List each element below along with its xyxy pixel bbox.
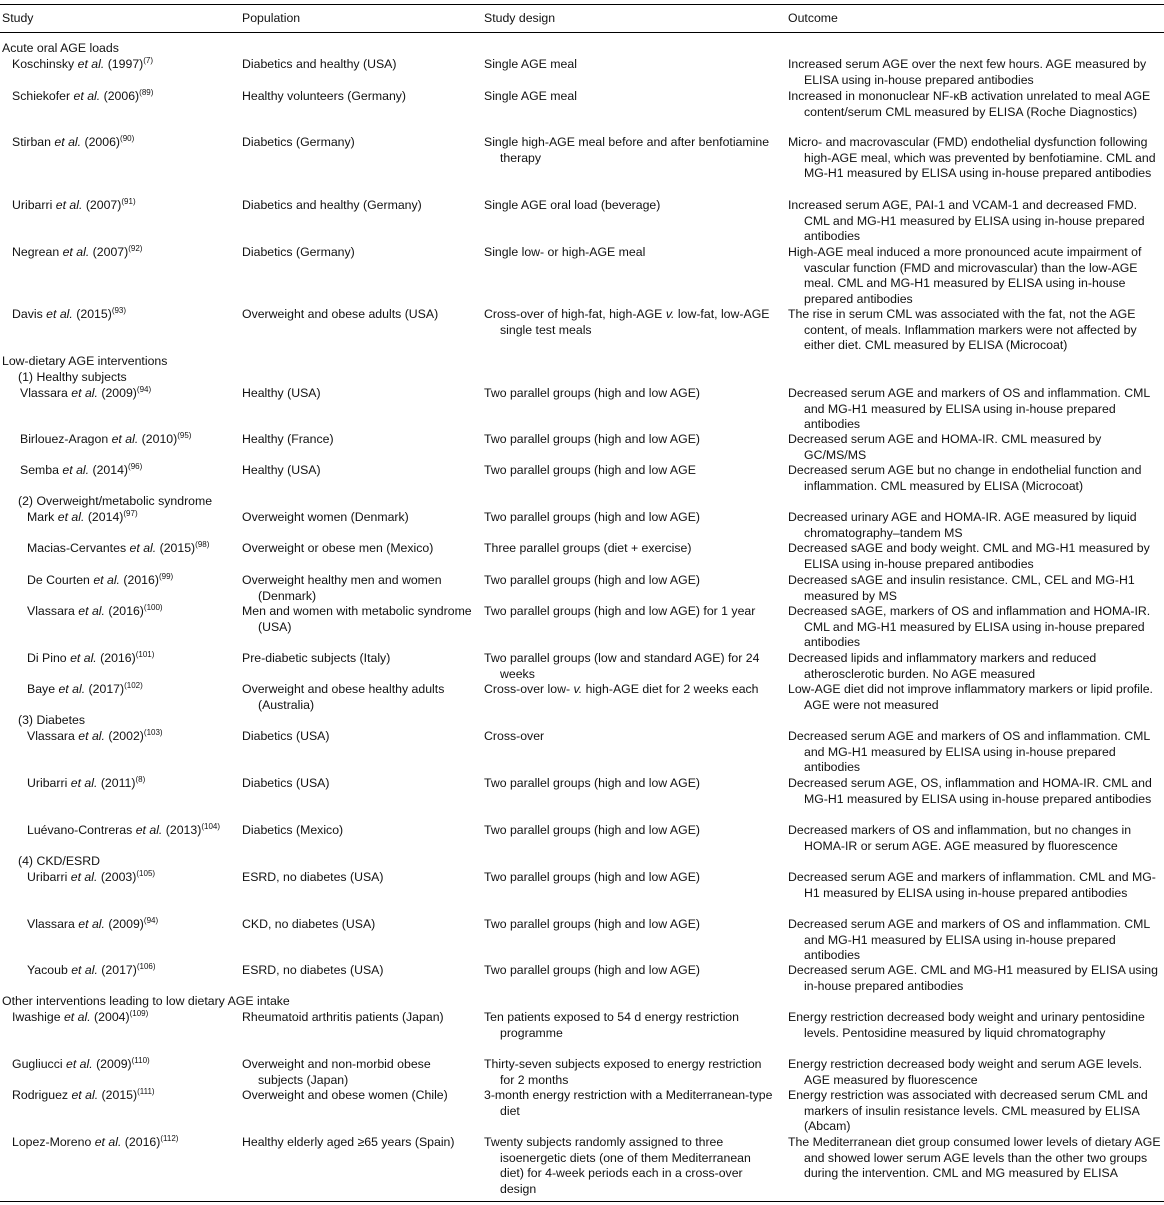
- subsection-healthy: (1) Healthy subjects: [18, 370, 127, 384]
- design-cell: Two parallel groups (low and standard AGE) for 24 weeks: [484, 651, 760, 681]
- design-cell: Two parallel groups (high and low AGE): [484, 963, 700, 977]
- design-cell: Two parallel groups (high and low AGE) for 1 year: [484, 604, 756, 618]
- design-cell: Two parallel groups (high and low AGE): [484, 776, 700, 790]
- study-author: Uribarri: [27, 776, 71, 790]
- study-cell: [12, 245, 237, 261]
- study-reference: (92): [128, 244, 143, 253]
- study-year: (2014): [89, 463, 129, 477]
- study-author: Macias-Cervantes: [27, 541, 130, 555]
- study-author: Birlouez-Aragon: [20, 432, 112, 446]
- study-year: (2002): [104, 729, 144, 743]
- outcome-cell: Energy restriction decreased body weight and urinary pentosidine levels. Pentosidine measured by liquid chromatography: [788, 1010, 1145, 1040]
- study-cell: [27, 823, 235, 839]
- population-cell: Overweight and obese adults (USA): [242, 307, 439, 321]
- study-year: (2006): [81, 135, 121, 149]
- study-author: Semba: [20, 463, 63, 477]
- study-reference: (95): [177, 431, 192, 440]
- study-reference: (94): [136, 385, 152, 394]
- bottom-rule: [0, 1201, 1164, 1202]
- population-cell: Overweight or obese men (Mexico): [242, 541, 434, 555]
- study-et-al: et al.: [71, 1088, 99, 1102]
- study-cell: [27, 776, 235, 792]
- study-et-al: et al.: [73, 89, 101, 103]
- section-other: Other interventions leading to low dietary AGE intake: [2, 994, 290, 1008]
- study-et-al: et al.: [71, 963, 98, 977]
- population-cell: ESRD, no diabetes (USA): [242, 963, 384, 977]
- subsection-ckd: (4) CKD/ESRD: [18, 854, 100, 868]
- study-author: Vlassara: [27, 917, 79, 931]
- study-author: Koschinsky: [12, 57, 78, 71]
- study-author: Negrean: [12, 245, 63, 259]
- design-cell: Thirty-seven subjects exposed to energy restriction for 2 months: [484, 1057, 762, 1087]
- population-cell: Diabetics and healthy (Germany): [242, 198, 422, 212]
- study-year: (2017): [85, 682, 125, 696]
- study-reference: (91): [121, 197, 136, 206]
- study-year: (2007): [82, 198, 122, 212]
- outcome-cell: Decreased urinary AGE and HOMA-IR. AGE measured by liquid chromatography–tandem MS: [788, 510, 1137, 540]
- study-year: (2007): [89, 245, 129, 259]
- design-cell: Three parallel groups (diet + exercise): [484, 541, 692, 555]
- study-author: Stirban: [12, 135, 55, 149]
- outcome-cell: Decreased serum AGE, OS, inflammation and HOMA-IR. CML and MG-H1 measured by ELISA using in-house prepared antibodies: [788, 776, 1152, 806]
- population-cell: Diabetics and healthy (USA): [242, 57, 397, 71]
- population-cell: Diabetics (USA): [242, 776, 330, 790]
- study-year: (2014): [84, 510, 124, 524]
- study-reference: (97): [123, 509, 138, 518]
- study-reference: (7): [143, 56, 154, 65]
- study-reference: (99): [158, 572, 174, 581]
- study-reference: (110): [131, 1056, 150, 1065]
- study-year: (2009): [92, 1057, 132, 1071]
- study-year: (2016): [121, 1135, 161, 1149]
- design-cell: Cross-over of high-fat, high-AGE v. low-fat, low-AGE single test meals: [484, 307, 770, 337]
- study-reference: (103): [143, 728, 163, 737]
- design-cell: Two parallel groups (high and low AGE): [484, 870, 700, 884]
- study-et-al: et al.: [71, 386, 98, 400]
- study-reference: (102): [124, 681, 143, 690]
- outcome-cell: Decreased sAGE, markers of OS and inflammation and HOMA-IR. CML and MG-H1 measured by ELISA using in-house prepared antibodies: [788, 604, 1151, 650]
- outcome-cell: Decreased serum AGE. CML and MG-H1 measured by ELISA using in-house prepared antibodies: [788, 963, 1158, 993]
- population-cell: Pre-diabetic subjects (Italy): [242, 651, 391, 665]
- study-cell: [20, 463, 235, 479]
- study-cell: [27, 870, 235, 886]
- study-cell: [12, 1135, 237, 1151]
- study-cell: [12, 1057, 237, 1073]
- header-study: Study: [2, 11, 34, 25]
- study-year: (2009): [104, 917, 144, 931]
- study-reference: (112): [160, 1134, 179, 1143]
- study-reference: (106): [136, 962, 156, 971]
- study-year: (2004): [90, 1010, 130, 1024]
- header-design: Study design: [484, 11, 556, 25]
- design-cell: Two parallel groups (high and low AGE): [484, 917, 700, 931]
- outcome-cell: Decreased serum AGE but no change in endothelial function and inflammation. CML measured by ELISA (Microcoat): [788, 463, 1142, 493]
- study-year: (2016): [96, 651, 136, 665]
- study-reference: (94): [143, 916, 159, 925]
- design-cell: 3-month energy restriction with a Mediterranean-type diet: [484, 1088, 773, 1118]
- study-cell: [27, 917, 235, 933]
- study-author: Yacoub: [27, 963, 72, 977]
- study-author: Vlassara: [27, 604, 79, 618]
- study-year: (2013): [162, 823, 202, 837]
- study-author: Iwashige: [12, 1010, 64, 1024]
- design-cell: Single AGE meal: [484, 89, 577, 103]
- design-cell: Two parallel groups (high and low AGE): [484, 386, 700, 400]
- study-et-al: et al.: [63, 1010, 91, 1024]
- population-cell: Healthy volunteers (Germany): [242, 89, 407, 103]
- study-et-al: et al.: [78, 604, 105, 618]
- design-cell: Cross-over: [484, 729, 545, 743]
- design-cell: Twenty subjects randomly assigned to three isoenergetic diets (one of them Mediterranean diet) for 4-week periods each in a cross-over design: [484, 1135, 751, 1196]
- study-reference: (96): [128, 462, 143, 471]
- outcome-cell: Increased in mononuclear NF-κB activation unrelated to meal AGE content/serum CML measured by ELISA (Roche Diagnostics): [788, 89, 1151, 119]
- design-cell: Two parallel groups (high and low AGE): [484, 432, 700, 446]
- population-cell: Overweight and obese healthy adults (Australia): [242, 682, 445, 712]
- study-cell: [27, 541, 235, 557]
- population-cell: Men and women with metabolic syndrome (USA): [242, 604, 472, 634]
- study-author: Luévano-Contreras: [27, 823, 136, 837]
- study-cell: [20, 386, 235, 402]
- study-cell: [27, 651, 235, 667]
- study-cell: [27, 729, 235, 745]
- population-cell: Healthy (USA): [242, 386, 321, 400]
- outcome-cell: Decreased markers of OS and inflammation, but no changes in HOMA-IR or serum AGE. AGE measured by fluorescence: [788, 823, 1132, 853]
- study-reference: (90): [120, 134, 135, 143]
- design-cell: Two parallel groups (high and low AGE): [484, 510, 700, 524]
- study-year: (2011): [97, 776, 136, 790]
- subsection-overweight: (2) Overweight/metabolic syndrome: [18, 494, 213, 508]
- study-et-al: et al.: [54, 135, 82, 149]
- subsection-diabetes: (3) Diabetes: [18, 713, 85, 727]
- design-cell: Cross-over low- v. high-AGE diet for 2 weeks each: [484, 682, 759, 696]
- study-et-al: et al.: [93, 573, 120, 587]
- outcome-cell: Increased serum AGE, PAI-1 and VCAM-1 and decreased FMD. CML and MG-H1 measured by ELISA using in-house prepared antibodies: [788, 198, 1145, 244]
- study-cell: [12, 198, 237, 214]
- study-et-al: et al.: [135, 823, 163, 837]
- study-reference: (89): [139, 88, 154, 97]
- study-reference: (111): [137, 1087, 155, 1096]
- study-year: (2016): [119, 573, 159, 587]
- outcome-cell: Decreased lipids and inflammatory markers and reduced atherosclerotic burden. No AGE measured: [788, 651, 1097, 681]
- study-et-al: et al.: [62, 463, 90, 477]
- outcome-cell: Decreased sAGE and insulin resistance. CML, CEL and MG-H1 measured by MS: [788, 573, 1135, 603]
- study-reference: (104): [201, 822, 221, 831]
- study-author: Lopez-Moreno: [12, 1135, 95, 1149]
- study-year: (2009): [97, 386, 137, 400]
- population-cell: Rheumatoid arthritis patients (Japan): [242, 1010, 444, 1024]
- population-cell: Healthy elderly aged ≥65 years (Spain): [242, 1135, 455, 1149]
- population-cell: Healthy (France): [242, 432, 334, 446]
- population-cell: Overweight and obese women (Chile): [242, 1088, 448, 1102]
- study-et-al: et al.: [70, 651, 97, 665]
- study-year: (2017): [97, 963, 137, 977]
- study-author: Uribarri: [27, 870, 71, 884]
- study-year: (2015): [98, 1088, 138, 1102]
- study-cell: [12, 307, 237, 323]
- design-cell: Two parallel groups (high and low AGE): [484, 823, 700, 837]
- study-et-al: et al.: [94, 1135, 122, 1149]
- population-cell: Overweight healthy men and women (Denmark): [242, 573, 442, 603]
- outcome-cell: Decreased serum AGE and markers of OS and inflammation. CML and MG-H1 measured by ELISA using in-house prepared antibodies: [788, 386, 1150, 432]
- header-population: Population: [242, 11, 301, 25]
- outcome-cell: The rise in serum CML was associated with the fat, not the AGE content, of meals. Inflammation markers were not affected by either diet. CML measured by ELISA (Microcoat): [788, 307, 1137, 353]
- design-cell: Ten patients exposed to 54 d energy restriction programme: [484, 1010, 739, 1040]
- outcome-cell: Decreased sAGE and body weight. CML and MG-H1 measured by ELISA using in-house prepared antibodies: [788, 541, 1150, 571]
- study-author: Vlassara: [20, 386, 72, 400]
- outcome-cell: High-AGE meal induced a more pronounced acute impairment of vascular function (FMD and microvascular) than the low-AGE meal. CML and MG-H1 measured by ELISA using in-house prepared antibodies: [788, 245, 1142, 306]
- study-author: Vlassara: [27, 729, 79, 743]
- study-reference: (100): [143, 603, 163, 612]
- study-cell: [27, 510, 235, 526]
- study-cell: [12, 89, 237, 105]
- study-et-al: et al.: [129, 541, 157, 555]
- study-et-al: et al.: [78, 729, 105, 743]
- outcome-cell: Micro- and macrovascular (FMD) endothelial dysfunction following high-AGE meal, which was prevented by benfotiamine. CML and MG-H1 measured by ELISA using in-house prepared antibodies: [788, 135, 1156, 181]
- study-et-al: et al.: [70, 870, 98, 884]
- section-low-dietary: Low-dietary AGE interventions: [2, 354, 168, 368]
- study-author: Davis: [12, 307, 47, 321]
- study-et-al: et al.: [66, 1057, 93, 1071]
- population-cell: Overweight and non-morbid obese subjects (Japan): [242, 1057, 431, 1087]
- study-author: Gugliucci: [12, 1057, 66, 1071]
- study-et-al: et al.: [58, 682, 86, 696]
- study-et-al: et al.: [78, 917, 105, 931]
- header-outcome: Outcome: [788, 11, 838, 25]
- study-cell: [27, 573, 235, 589]
- study-author: De Courten: [27, 573, 94, 587]
- outcome-cell: The Mediterranean diet group consumed lower levels of dietary AGE and showed lower serum AGE levels than the other two groups during the intervention. CML and MG measured by ELISA: [788, 1135, 1161, 1181]
- design-cell: Single AGE meal: [484, 57, 577, 71]
- population-cell: Diabetics (Germany): [242, 135, 355, 149]
- outcome-cell: Low-AGE diet did not improve inflammatory markers or lipid profile. AGE were not measured: [788, 682, 1153, 712]
- design-cell: Single low- or high-AGE meal: [484, 245, 646, 259]
- population-cell: Healthy (USA): [242, 463, 321, 477]
- study-cell: [27, 963, 235, 979]
- study-year: (2015): [156, 541, 196, 555]
- population-cell: CKD, no diabetes (USA): [242, 917, 376, 931]
- outcome-cell: Decreased serum AGE and markers of OS and inflammation. CML and MG-H1 measured by ELISA using in-house prepared antibodies: [788, 729, 1150, 775]
- design-cell: Two parallel groups (high and low AGE: [484, 463, 696, 477]
- study-author: Rodriguez: [12, 1088, 72, 1102]
- study-author: Uribarri: [12, 198, 56, 212]
- study-author: Schiekofer: [12, 89, 74, 103]
- study-year: (2010): [138, 432, 178, 446]
- study-et-al: et al.: [57, 510, 85, 524]
- versus-text: v.: [665, 307, 675, 321]
- study-cell: [12, 1088, 237, 1104]
- outcome-cell: Decreased serum AGE and markers of OS and inflammation. CML and MG-H1 measured by ELISA using in-house prepared antibodies: [788, 917, 1150, 963]
- design-cell: Single high-AGE meal before and after benfotiamine therapy: [484, 135, 770, 165]
- study-cell: [12, 135, 237, 151]
- population-cell: Diabetics (USA): [242, 729, 330, 743]
- study-year: (2015): [72, 307, 112, 321]
- study-author: Mark: [27, 510, 58, 524]
- design-cell: Two parallel groups (high and low AGE): [484, 573, 700, 587]
- study-cell: [12, 57, 237, 73]
- versus-text: v.: [573, 682, 583, 696]
- study-cell: [27, 604, 235, 620]
- population-cell: Diabetics (Mexico): [242, 823, 344, 837]
- population-cell: Diabetics (Germany): [242, 245, 355, 259]
- study-year: (2016): [104, 604, 144, 618]
- study-year: (2003): [97, 870, 137, 884]
- outcome-cell: Increased serum AGE over the next few hours. AGE measured by ELISA using in-house prepared antibodies: [788, 57, 1147, 87]
- study-reference: (98): [195, 540, 210, 549]
- outcome-cell: Energy restriction was associated with decreased serum CML and markers of insulin resistance levels. CML measured by ELISA (Abcam): [788, 1088, 1148, 1134]
- study-et-al: et al.: [70, 776, 98, 790]
- study-author: Di Pino: [27, 651, 71, 665]
- study-et-al: et al.: [77, 57, 105, 71]
- top-rule: [0, 4, 1164, 5]
- study-cell: [20, 432, 235, 448]
- study-et-al: et al.: [55, 198, 83, 212]
- study-et-al: et al.: [62, 245, 90, 259]
- header-rule: [0, 32, 1164, 33]
- population-cell: ESRD, no diabetes (USA): [242, 870, 384, 884]
- study-et-al: et al.: [111, 432, 139, 446]
- population-cell: Overweight women (Denmark): [242, 510, 409, 524]
- study-author: Baye: [27, 682, 59, 696]
- section-acute-oral: Acute oral AGE loads: [2, 41, 119, 55]
- study-cell: [12, 1010, 237, 1026]
- study-reference: (105): [136, 869, 156, 878]
- study-et-al: et al.: [46, 307, 73, 321]
- outcome-cell: Energy restriction decreased body weight and serum AGE levels. AGE measured by fluorescence: [788, 1057, 1143, 1087]
- outcome-cell: Decreased serum AGE and markers of inflammation. CML and MG-H1 measured by ELISA using in-house prepared antibodies: [788, 870, 1156, 900]
- study-reference: (8): [135, 775, 146, 784]
- study-reference: (93): [111, 306, 127, 315]
- study-cell: [27, 682, 235, 698]
- study-reference: (109): [129, 1009, 149, 1018]
- outcome-cell: Decreased serum AGE and HOMA-IR. CML measured by GC/MS/MS: [788, 432, 1102, 462]
- study-reference: (101): [135, 650, 155, 659]
- study-year: (1997): [104, 57, 144, 71]
- design-cell: Single AGE oral load (beverage): [484, 198, 661, 212]
- study-year: (2006): [100, 89, 140, 103]
